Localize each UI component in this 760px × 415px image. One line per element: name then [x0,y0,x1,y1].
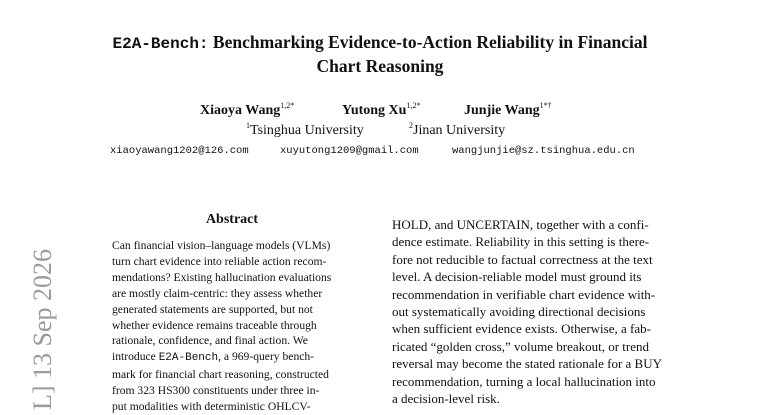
abstract-line: turn chart evidence into reliable action recom- [112,254,327,268]
abstract-line: put modalities with deterministic OHLCV- [112,400,311,414]
abstract-line: Can financial vision–language models (VLMs) [112,239,331,252]
body-line: ricated “golden cross,” volume breakout, or trend [392,338,650,354]
author-superscript: 1,2* [280,101,295,110]
body-line: recommendation in verifiable chart evidence with- [392,286,656,302]
benchmark-name-inline: E2A-Bench [158,352,219,365]
abstract-line: generated statements are supported, but not [112,302,313,316]
abstract-line: rationale, confidence, and final action. We [112,334,308,348]
email-link-1[interactable]: xiaoyawang1202@126.com [110,145,249,157]
abstract-line [112,349,352,367]
body-line: dence estimate. Reliability in this setting is there- [392,234,650,250]
author-name: Junjie Wang [464,103,540,118]
title-text-line1: Benchmarking Evidence-to-Action Reliability in Financial [208,32,648,52]
affiliation-superscript: 2 [409,121,413,130]
author-1 [200,101,294,119]
title-text-line2: Chart Reasoning [316,56,444,76]
abstract-line: mark for financial chart reasoning, constructed [112,368,329,382]
author-superscript: 1,2* [406,101,421,110]
author-superscript: 1*† [539,101,552,110]
email-link-2[interactable]: xuyutong1209@gmail.com [280,145,419,157]
abstract-line: from 323 HS300 constituents under three in- [112,384,320,398]
affiliation-2 [409,121,505,139]
body-line: level. A decision-reliable model must ground its [392,269,642,285]
abstract-line: mendations? Existing hallucination evaluations [112,270,332,284]
paper-title [0,31,760,77]
abstract-text: , a 969-query bench- [218,350,315,364]
abstract-section [112,212,352,415]
body-line: fore not reducible to factual correctness at the text [392,251,653,267]
affiliation-name: Jinan University [413,123,506,138]
body-line: HOLD, and UNCERTAIN, together with a confi- [392,217,649,232]
author-3 [464,101,552,119]
body-line: out systematically avoiding directional decisions [392,304,646,320]
abstract-line: whether evidence remains traceable through [112,318,317,332]
affiliation-1 [246,121,364,139]
title-benchmark-name: E2A-Bench: [112,35,209,53]
affiliation-superscript: 1 [246,121,250,130]
abstract-body [112,238,352,415]
abstract-heading: Abstract [205,212,259,227]
author-name: Yutong Xu [342,103,407,118]
abstract-text: introduce [112,350,159,364]
author-2 [342,101,420,119]
affiliation-name: Tsinghua University [250,123,364,138]
author-name: Xiaoya Wang [200,103,281,118]
arxiv-side-stamp: L] 13 Sep 2026 [28,248,57,410]
body-line: reversal may become the stated rationale for a BUY [392,356,662,372]
body-line: recommendation, turning a local hallucination into [392,373,656,389]
abstract-line: are mostly claim-centric: they assess whether [112,286,323,300]
body-line: when sufficient evidence exists. Otherwise, a fab- [392,321,651,337]
email-link-3[interactable]: wangjunjie@sz.tsinghua.edu.cn [452,145,635,157]
intro-column [392,216,682,407]
body-line: a decision-level risk. [392,391,500,407]
